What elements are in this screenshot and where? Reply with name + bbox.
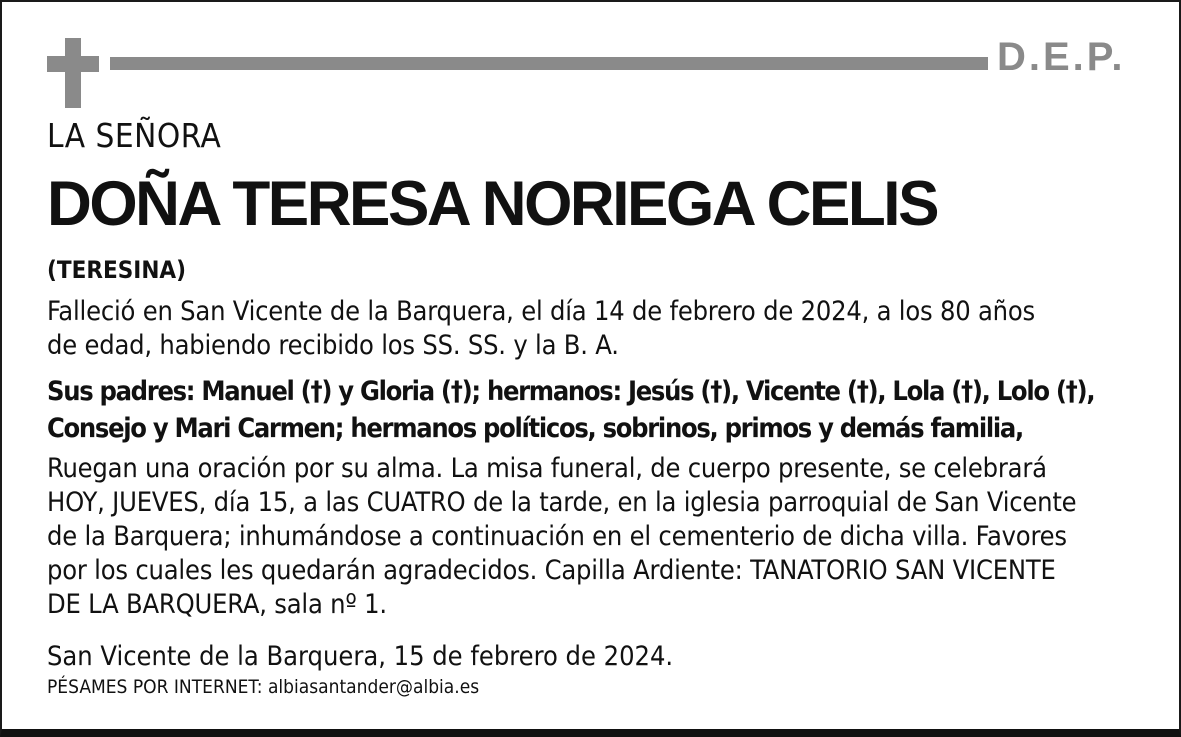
service-line: Ruegan una oración por su alma. La misa funeral, de cuerpo presente, se celebrará (47, 453, 1047, 484)
death-notice (47, 295, 1035, 363)
service-line: de la Barquera; inhumándose a continuación en el cementerio de dicha villa. Favores (47, 521, 1067, 552)
service-line: por los cuales les quedarán agradecidos. Capilla Ardiente: TANATORIO SAN VICENTE (47, 555, 1056, 586)
header-rule (110, 57, 988, 70)
dep-label: D.E.P. (997, 35, 1126, 79)
family-list (47, 373, 1094, 447)
nickname: (TERESINA) (47, 256, 186, 284)
condolences-contact: PÉSAMES POR INTERNET: albiasantander@albia.es (47, 676, 480, 698)
service-details (47, 452, 1076, 622)
deceased-name: DOÑA TERESA NORIEGA CELIS (47, 169, 938, 239)
death-notice-line: Falleció en San Vicente de la Barquera, el día 14 de febrero de 2024, a los 80 años (47, 296, 1035, 327)
family-line: Sus padres: Manuel (†) y Gloria (†); hermanos: Jesús (†), Vicente (†), Lola (†), Lolo (†), (47, 376, 1095, 407)
service-line: DE LA BARQUERA, sala nº 1. (47, 589, 387, 620)
service-line: HOY, JUEVES, día 15, a las CUATRO de la tarde, en la iglesia parroquial de San Vicente (47, 487, 1077, 518)
death-notice-line: de edad, habiendo recibido los SS. SS. y la B. A. (47, 330, 619, 361)
family-line: Consejo y Mari Carmen; hermanos políticos, sobrinos, primos y demás familia, (47, 413, 1023, 444)
title-label: LA SEÑORA (47, 116, 222, 155)
place-date: San Vicente de la Barquera, 15 de febrero de 2024. (47, 641, 674, 672)
cross-icon (47, 38, 99, 108)
